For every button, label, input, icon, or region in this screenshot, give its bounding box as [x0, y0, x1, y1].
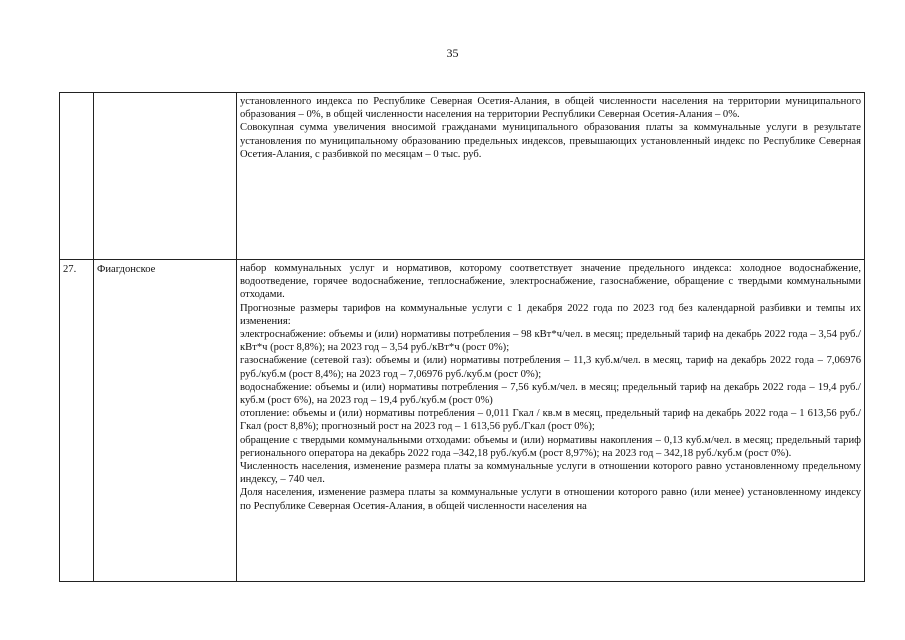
paragraph: установленного индекса по Республике Северная Осетия-Алания, в общей численности населения на территории муниципального образования – 0%, в общей численности населения на территории Республики Северная Осетия-Алания – 0%.	[240, 96, 861, 121]
paragraph: Численность населения, изменение размера платы за коммунальные услуги в отношении которого равно установленному предельному индексу, – 740 чел.	[240, 461, 861, 486]
municipality-name: Фиагдонское	[97, 264, 156, 275]
description-cell	[237, 260, 865, 582]
paragraph: газоснабжение (сетевой газ): объемы и (или) нормативы потребления – 11,3 куб.м/чел. в месяц, тариф на декабрь 2022 года – 7,06976 руб./куб.м (рост 8,4%); на 2023 год – 7,06976 руб./куб.м (рост 0%);	[240, 355, 861, 380]
paragraph: Прогнозные размеры тарифов на коммунальные услуги с 1 декабря 2022 года по 2023 год без календарной разбивки и темпы их изменения:	[240, 302, 861, 327]
paragraph: отопление: объемы и (или) нормативы потребления – 0,011 Гкал / кв.м в месяц, предельный тариф на декабрь 2022 года – 1 613,56 руб./Гкал (рост 8,8%); прогнозный рост на 2023 год – 1 613,56 руб./Гкал (рост 0%);	[240, 408, 861, 433]
municipality-name-cell	[94, 93, 237, 260]
paragraph: Доля населения, изменение размера платы за коммунальные услуги в отношении которого равно (или менее) установленному индексу по Республике Северная Осетия-Алания, в общей численности населения на	[240, 487, 861, 512]
table-row	[60, 260, 865, 582]
row-number	[63, 95, 90, 96]
row-number: 27.	[63, 264, 77, 275]
description-cell	[237, 93, 865, 260]
row-number-cell	[60, 260, 94, 582]
row-number-cell	[60, 93, 94, 260]
paragraph: набор коммунальных услуг и нормативов, которому соответствует значение предельного индекса: холодное водоснабжение, водоотведение, горячее водоснабжение, теплоснабжение, электроснабжение, газоснабжение, обращение с твердыми коммунальными отходами.	[240, 263, 861, 301]
paragraph: водоснабжение: объемы и (или) нормативы потребления – 7,56 куб.м/чел. в месяц; предельный тариф на декабрь 2022 года – 19,4 руб./куб.м (рост 6%), на 2023 год – 19,4 руб./куб.м (рост 0%)	[240, 381, 861, 407]
paragraph: электроснабжение: объемы и (или) нормативы потребления – 98 кВт*ч/чел. в месяц; предельный тариф на декабрь 2022 года – 3,54 руб./кВт*ч (рост 8,8%); на 2023 год – 3,54 руб./кВт*ч (рост 0%);	[240, 329, 861, 354]
table-row	[60, 93, 865, 260]
page-number: 35	[446, 46, 459, 60]
tariff-table	[59, 92, 865, 582]
paragraph: обращение с твердыми коммунальными отходами: объемы и (или) нормативы накопления – 0,13 куб.м/чел. в месяц; предельный тариф регионального оператора на декабрь 2022 года –342,18 руб./куб.м (рост 8,97%); на 2023 год – 342,18 руб./куб.м (рост 0%).	[240, 434, 861, 459]
paragraph: Совокупная сумма увеличения вносимой гражданами муниципального образования платы за коммунальные услуги в результате установления по муниципальному образованию предельных индексов, превышающих установленный индекс по Республике Северная Осетия-Алания, с разбивкой по месяцам – 0 тыс. руб.	[240, 122, 861, 160]
municipality-name-cell	[94, 260, 237, 582]
